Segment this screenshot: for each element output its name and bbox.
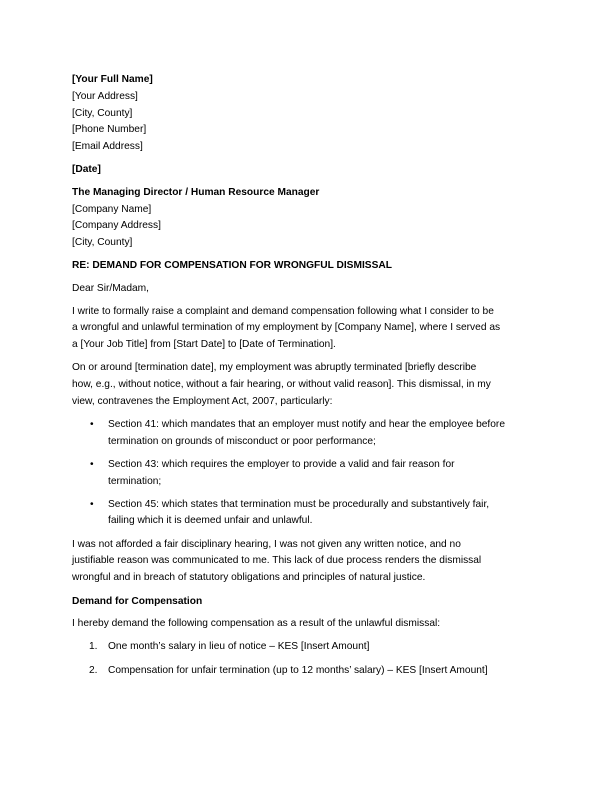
- letter-body: [72, 72, 544, 687]
- number-marker: 1.: [89, 641, 98, 653]
- paragraph-intro: [72, 304, 544, 354]
- statute-list: [72, 417, 544, 530]
- recipient-address: [Company Address]: [72, 220, 161, 232]
- sender-phone: [Phone Number]: [72, 124, 147, 136]
- recipient-city: [City, County]: [72, 237, 133, 249]
- list-item: [72, 497, 544, 531]
- paragraph-line: view, contravenes the Employment Act, 2007, particularly:: [72, 396, 333, 408]
- list-item-line: Compensation for unfair termination (up to 12 months’ salary) – KES [Insert Amount]: [108, 664, 488, 676]
- recipient-block: [72, 185, 544, 252]
- sender-block: [72, 72, 544, 156]
- list-item: [72, 417, 544, 451]
- paragraph-line: a wrongful and unlawful termination of my employment by [Company Name], where I served as: [72, 322, 501, 334]
- bullet-marker: •: [90, 498, 94, 510]
- paragraph-due-process: [72, 537, 544, 587]
- recipient-title: The Managing Director / Human Resource Manager: [72, 186, 320, 198]
- paragraph-line: I was not afforded a fair disciplinary hearing, I was not given any written notice, and no: [72, 538, 461, 550]
- number-marker: 2.: [89, 664, 98, 676]
- recipient-company: [Company Name]: [72, 203, 152, 215]
- demand-heading: Demand for Compensation: [72, 595, 203, 607]
- letter-subject: RE: DEMAND FOR COMPENSATION FOR WRONGFUL DISMISSAL: [72, 259, 392, 271]
- list-item: [72, 457, 544, 491]
- list-item-line: termination on grounds of misconduct or poor performance;: [108, 436, 376, 448]
- salutation: Dear Sir/Madam,: [72, 282, 149, 294]
- paragraph-line: justifiable reason was communicated to me. This lack of due process renders the dismissal: [72, 555, 482, 567]
- paragraph-termination: [72, 360, 544, 410]
- demand-list: [72, 639, 544, 680]
- list-item-line: termination;: [108, 475, 162, 487]
- bullet-marker: •: [90, 458, 94, 470]
- demand-intro: I hereby demand the following compensation as a result of the unlawful dismissal:: [72, 618, 441, 630]
- sender-address: [Your Address]: [72, 90, 138, 102]
- paragraph-line: I write to formally raise a complaint and demand compensation following what I consider to be: [72, 305, 494, 317]
- list-item-line: Section 45: which states that termination must be procedurally and substantively fair,: [108, 498, 490, 510]
- sender-email: [Email Address]: [72, 141, 143, 153]
- list-item: [72, 639, 544, 656]
- letter-date: [Date]: [72, 163, 101, 175]
- paragraph-line: how, e.g., without notice, without a fair hearing, or without valid reason]. This dismissal, in my: [72, 379, 491, 391]
- list-item: [72, 663, 544, 680]
- list-item-line: Section 41: which mandates that an employer must notify and hear the employee before: [108, 419, 505, 431]
- sender-name: [Your Full Name]: [72, 74, 153, 85]
- sender-city: [City, County]: [72, 107, 133, 119]
- paragraph-line: a [Your Job Title] from [Start Date] to [Date of Termination].: [72, 339, 336, 351]
- list-item-line: One month’s salary in lieu of notice – KES [Insert Amount]: [108, 641, 370, 653]
- paragraph-line: On or around [termination date], my employment was abruptly terminated [briefly describe: [72, 362, 477, 374]
- list-item-line: Section 43: which requires the employer to provide a valid and fair reason for: [108, 458, 455, 470]
- bullet-marker: •: [90, 419, 94, 431]
- list-item-line: failing which it is deemed unfair and unlawful.: [108, 515, 313, 527]
- paragraph-line: wrongful and in breach of statutory obligations and principles of natural justice.: [72, 572, 426, 584]
